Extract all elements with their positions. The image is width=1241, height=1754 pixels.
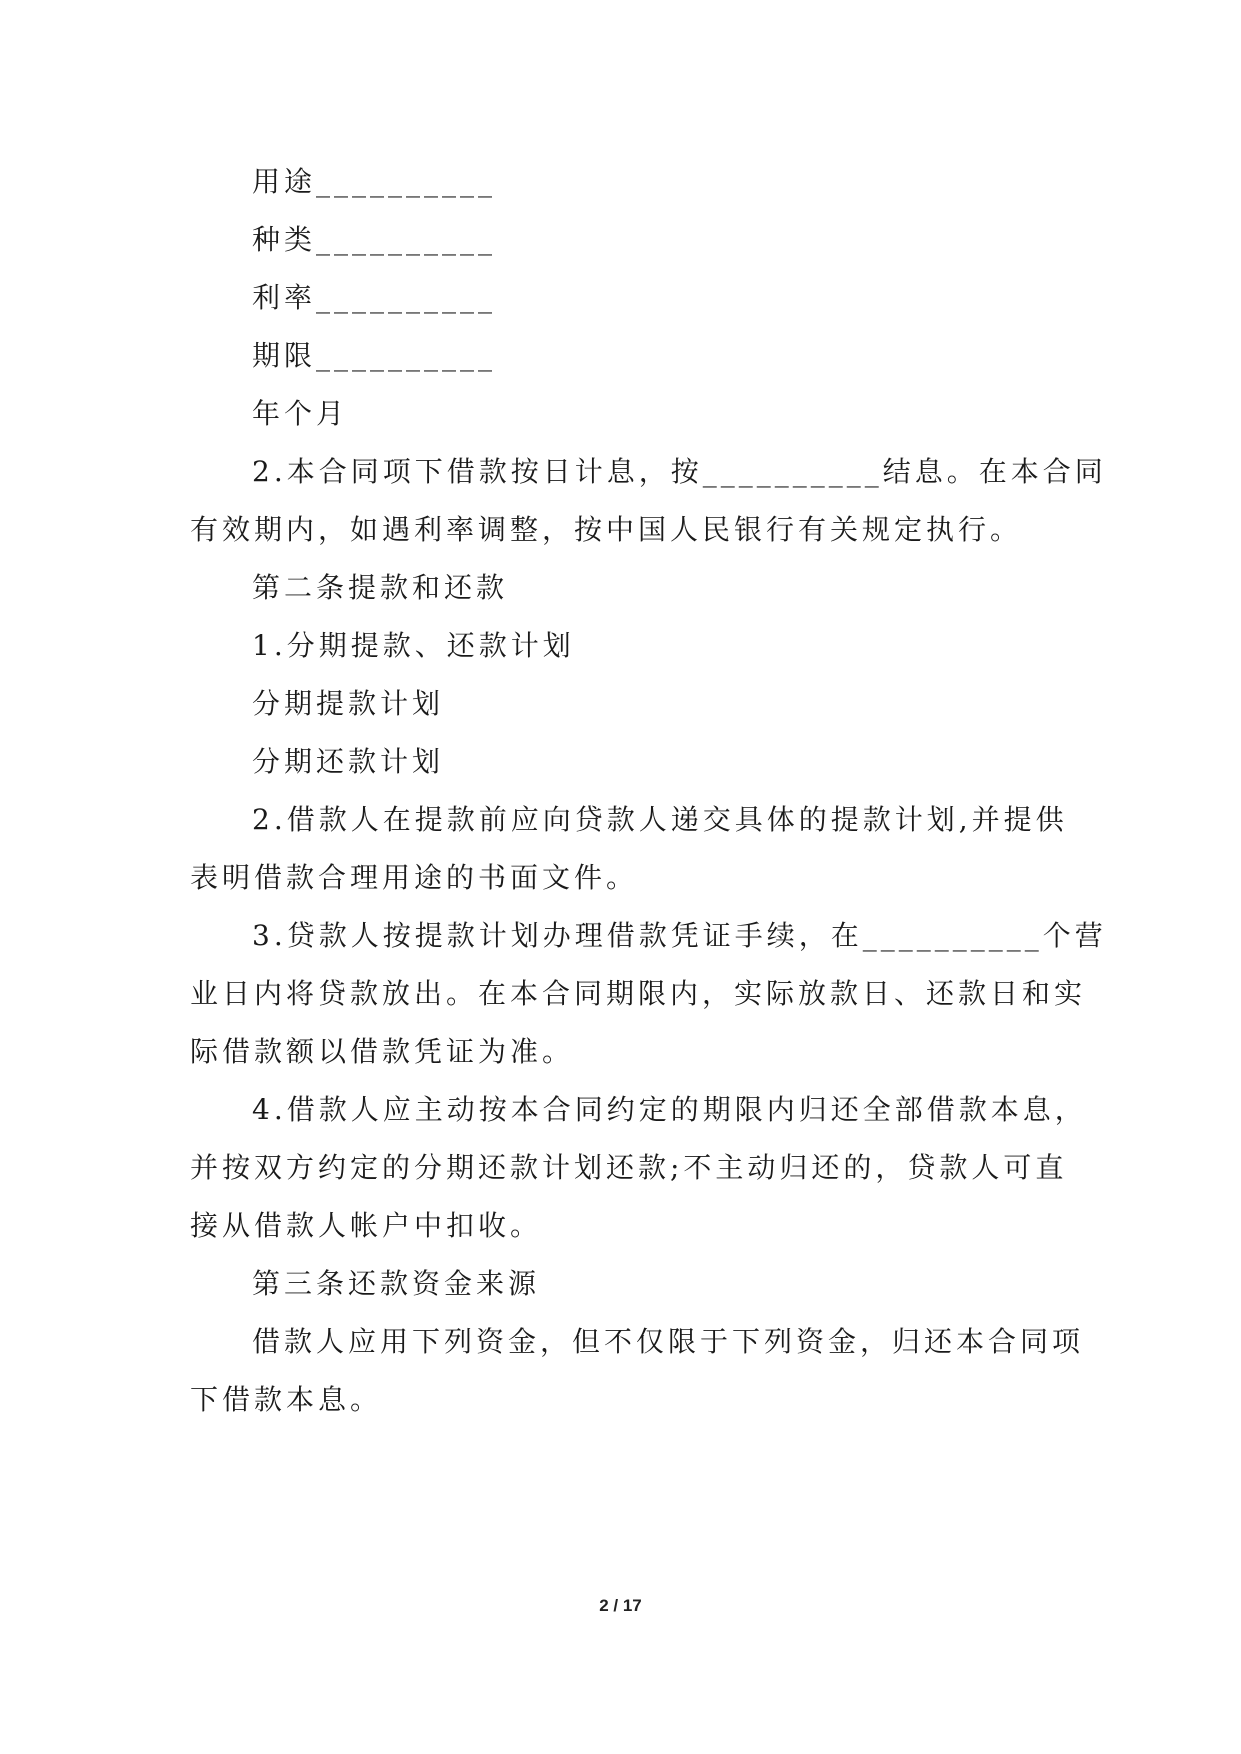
paragraph-line: 2.借款人在提款前应向贷款人递交具体的提款计划,并提供	[252, 803, 1068, 836]
paragraph-line: 有效期内，如遇利率调整，按中国人民银行有关规定执行。	[190, 513, 1023, 546]
field-purpose: 用途__________	[252, 165, 497, 198]
paragraph-line: 借款人应用下列资金，但不仅限于下列资金，归还本合同项	[252, 1325, 1085, 1358]
paragraph-line: 接从借款人帐户中扣收。	[190, 1209, 543, 1242]
section-heading: 第二条提款和还款	[252, 571, 509, 604]
paragraph-line: 3.贷款人按提款计划办理借款凭证手续，在__________个营	[252, 919, 1107, 952]
page-number: 2 / 17	[599, 1596, 642, 1615]
field-type: 种类__________	[252, 223, 497, 256]
paragraph-line: 表明借款合理用途的书面文件。	[190, 861, 639, 894]
section-heading: 第三条还款资金来源	[252, 1267, 541, 1300]
subsection-heading: 1.分期提款、还款计划	[252, 629, 575, 662]
paragraph-line: 下借款本息。	[190, 1383, 383, 1416]
term-units-line: 年个月	[252, 397, 349, 430]
plan-label: 分期提款计划	[252, 687, 445, 720]
field-term: 期限__________	[252, 339, 497, 372]
paragraph-line: 业日内将贷款放出。在本合同期限内，实际放款日、还款日和实	[190, 977, 1087, 1010]
paragraph-line: 并按双方约定的分期还款计划还款;不主动归还的，贷款人可直	[190, 1151, 1068, 1184]
field-interest-rate: 利率__________	[252, 281, 497, 314]
paragraph-line: 际借款额以借款凭证为准。	[190, 1035, 575, 1068]
paragraph-line: 2.本合同项下借款按日计息，按__________结息。在本合同	[252, 455, 1107, 488]
plan-label: 分期还款计划	[252, 745, 445, 778]
paragraph-line: 4.借款人应主动按本合同约定的期限内归还全部借款本息，	[252, 1093, 1087, 1126]
